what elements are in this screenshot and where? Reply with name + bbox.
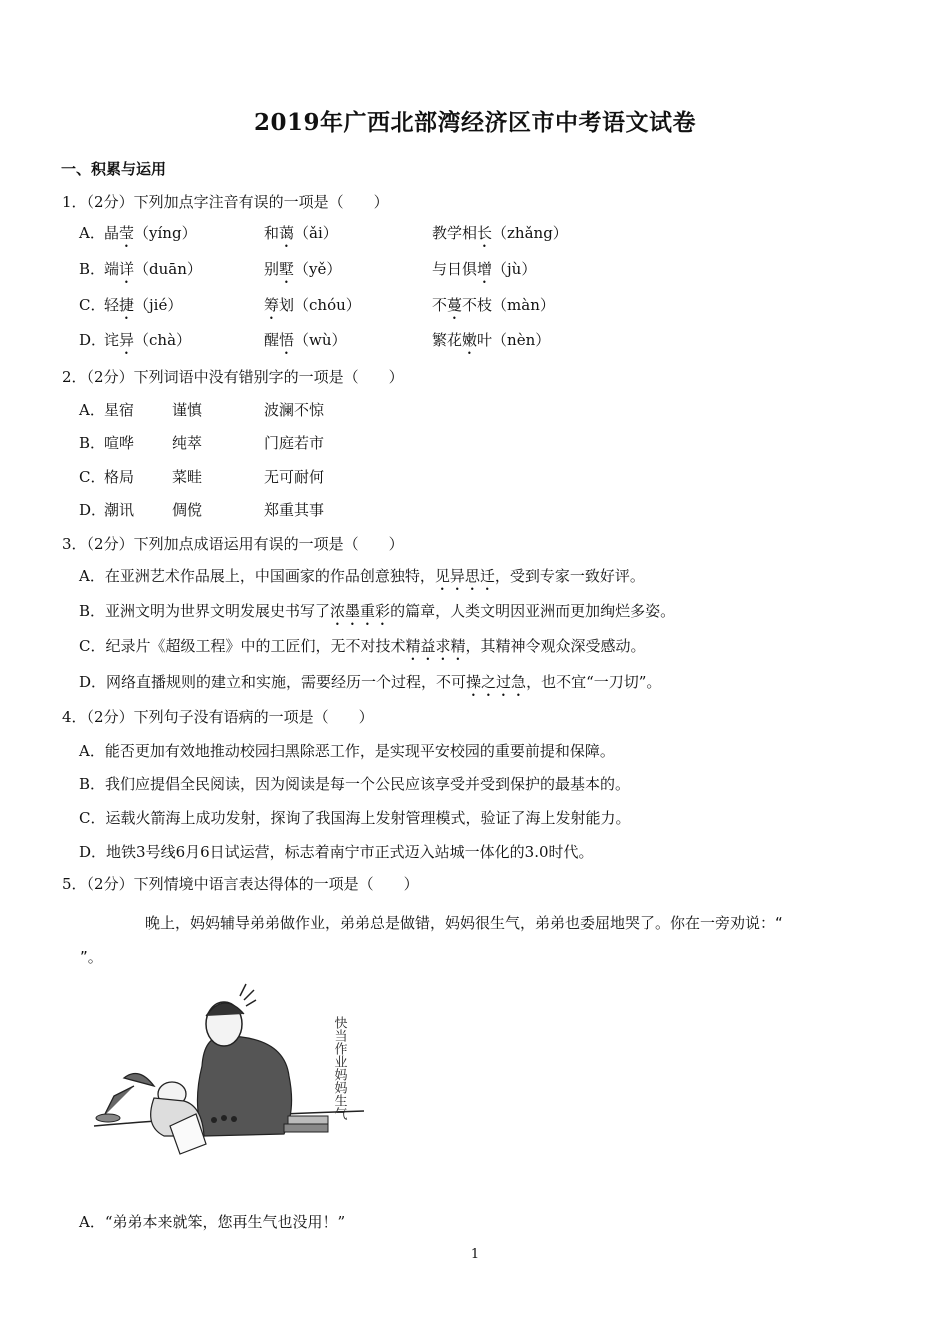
option-label: A． bbox=[79, 401, 105, 419]
question-5-scenario-end: ”。 bbox=[80, 948, 103, 966]
dotted-idiom: 精益求精 bbox=[405, 637, 466, 655]
word-suffix: （yíng） bbox=[134, 224, 197, 242]
option-label: B． bbox=[79, 434, 106, 452]
option-label: A． bbox=[79, 567, 105, 585]
section-heading: 一、积累与运用 bbox=[61, 160, 167, 178]
option-word: 格局 bbox=[104, 468, 135, 486]
option-label: C． bbox=[79, 637, 106, 655]
option-label: C． bbox=[79, 468, 106, 486]
dotted-char: 详 bbox=[119, 260, 135, 278]
word-suffix: （chà） bbox=[134, 331, 192, 349]
option-word: 星宿 bbox=[104, 401, 135, 419]
question-4-option-d[interactable] bbox=[79, 842, 594, 862]
option-word: 波澜不惊 bbox=[264, 401, 325, 419]
option-text: 在亚洲艺术作品展上，中国画家的作品创意独特， bbox=[104, 567, 435, 585]
dotted-char: 嫩 bbox=[462, 331, 478, 349]
word-prefix: 别 bbox=[264, 260, 280, 278]
option-text: 亚洲文明为世界文明发展史书写了 bbox=[105, 602, 331, 620]
word-prefix: 和 bbox=[264, 224, 280, 242]
option-label: A． bbox=[79, 1213, 105, 1231]
cartoon-illustration bbox=[84, 976, 376, 1160]
question-2-stem: 2．（2分）下列词语中没有错别字的一项是（ ） bbox=[62, 368, 404, 386]
word-prefix: 轻 bbox=[104, 296, 120, 314]
option-text: 我们应提倡全民阅读，因为阅读是每一个公民应该享受并受到保护的最基本的。 bbox=[105, 775, 631, 793]
dotted-idiom: 见异思迁 bbox=[434, 567, 495, 585]
option-text: 网络直播规则的建立和实施，需要经历一个过程，不可 bbox=[106, 673, 467, 691]
word-suffix: 不枝（màn） bbox=[462, 296, 555, 314]
option-text: 纪录片《超级工程》中的工匠们，无不对技术 bbox=[105, 637, 406, 655]
question-4-option-a[interactable] bbox=[79, 741, 615, 761]
dotted-char: 悟 bbox=[279, 331, 295, 349]
word-suffix: （wù） bbox=[294, 331, 347, 349]
dotted-char: 莹 bbox=[119, 224, 135, 242]
option-text: 地铁3号线6月6日试运营，标志着南宁市正式迈入站城一体化的3.0时代。 bbox=[106, 843, 594, 861]
word-prefix: 与日俱 bbox=[432, 260, 478, 278]
option-word bbox=[264, 295, 361, 323]
word-suffix: （jié） bbox=[134, 296, 183, 314]
option-word bbox=[432, 223, 568, 251]
option-label: D． bbox=[79, 331, 107, 349]
word-suffix: （yě） bbox=[294, 260, 342, 278]
page-number: 1 bbox=[470, 1247, 480, 1262]
option-word: 喧哗 bbox=[104, 434, 135, 452]
option-word bbox=[104, 295, 182, 323]
option-text: 运载火箭海上成功发射，探询了我国海上发射管理模式，验证了海上发射能力。 bbox=[105, 809, 631, 827]
option-word: 门庭若市 bbox=[264, 434, 325, 452]
dotted-idiom: 操之过急 bbox=[466, 673, 527, 691]
dotted-char: 蔓 bbox=[447, 296, 463, 314]
option-label: B． bbox=[79, 602, 106, 620]
option-word bbox=[104, 330, 191, 358]
word-prefix: 教学相 bbox=[432, 224, 478, 242]
option-word: 纯萃 bbox=[172, 434, 203, 452]
word-suffix: （zhǎng） bbox=[492, 224, 568, 242]
option-label: B． bbox=[79, 260, 106, 278]
question-4-option-b[interactable] bbox=[79, 774, 630, 794]
dotted-char: 墅 bbox=[279, 260, 295, 278]
word-prefix: 繁花 bbox=[432, 331, 463, 349]
option-word: 潮讯 bbox=[104, 501, 135, 519]
word-prefix: 不 bbox=[432, 296, 448, 314]
option-label: D． bbox=[79, 673, 107, 691]
option-word bbox=[432, 330, 550, 358]
word-suffix: 叶（nèn） bbox=[477, 331, 551, 349]
option-word bbox=[432, 259, 536, 287]
question-5-stem: 5．（2分）下列情境中语言表达得体的一项是（ ） bbox=[62, 875, 419, 893]
question-3-option-b[interactable] bbox=[79, 601, 675, 629]
dotted-char: 筹 bbox=[264, 296, 280, 314]
cartoon-handwriting: 快当作业妈妈生气 bbox=[331, 1016, 347, 1120]
option-word bbox=[264, 223, 338, 251]
question-5-option-a[interactable] bbox=[79, 1212, 345, 1232]
dotted-idiom: 浓墨重彩 bbox=[330, 602, 391, 620]
question-4-option-c[interactable] bbox=[79, 808, 631, 828]
option-word: 菜畦 bbox=[172, 468, 203, 486]
option-word bbox=[104, 223, 197, 251]
question-3-option-a[interactable] bbox=[79, 566, 645, 594]
option-label: B． bbox=[79, 775, 106, 793]
option-word bbox=[432, 295, 555, 323]
option-text: 的篇章，人类文明因亚洲而更加绚烂多姿。 bbox=[390, 602, 676, 620]
option-word bbox=[264, 330, 347, 358]
option-word: 谨慎 bbox=[172, 401, 203, 419]
option-label: A． bbox=[79, 224, 105, 242]
option-label: C． bbox=[79, 809, 106, 827]
dotted-char: 捷 bbox=[119, 296, 135, 314]
word-prefix: 醒 bbox=[264, 331, 280, 349]
word-suffix: 划（chóu） bbox=[279, 296, 361, 314]
option-text: ，其精神令观众深受感动。 bbox=[465, 637, 646, 655]
option-text: ，也不宜“一刀切”。 bbox=[526, 673, 662, 691]
word-suffix: （duān） bbox=[134, 260, 202, 278]
question-4-stem: 4．（2分）下列句子没有语病的一项是（ ） bbox=[62, 708, 374, 726]
dotted-char: 长 bbox=[477, 224, 493, 242]
option-text: 能否更加有效地推动校园扫黑除恶工作，是实现平安校园的重要前提和保障。 bbox=[104, 742, 615, 760]
page-title: 2019年广西北部湾经济区市中考语文试卷 bbox=[253, 109, 696, 136]
dotted-char: 增 bbox=[477, 260, 493, 278]
question-3-option-c[interactable] bbox=[79, 636, 646, 664]
option-word: 无可耐何 bbox=[264, 468, 325, 486]
option-label: A． bbox=[79, 742, 105, 760]
option-label: C． bbox=[79, 296, 106, 314]
option-label: D． bbox=[79, 501, 107, 519]
word-suffix: （ǎi） bbox=[294, 224, 338, 242]
question-1-stem: 1．（2分）下列加点字注音有误的一项是（ ） bbox=[62, 193, 389, 211]
question-3-stem: 3．（2分）下列加点成语运用有误的一项是（ ） bbox=[62, 535, 404, 553]
dotted-char: 蔼 bbox=[279, 224, 295, 242]
word-suffix: （jù） bbox=[492, 260, 537, 278]
question-5-scenario: 晚上，妈妈辅导弟弟做作业，弟弟总是做错，妈妈很生气，弟弟也委屈地哭了。你在一旁劝说：“ bbox=[145, 914, 783, 932]
word-prefix: 端 bbox=[104, 260, 120, 278]
option-word bbox=[104, 259, 202, 287]
dotted-char: 异 bbox=[119, 331, 135, 349]
word-prefix: 诧 bbox=[104, 331, 120, 349]
option-word: 郑重其事 bbox=[264, 501, 325, 519]
option-text: “弟弟本来就笨，您再生气也没用！” bbox=[104, 1213, 346, 1231]
question-3-option-d[interactable] bbox=[79, 672, 661, 700]
option-word bbox=[264, 259, 341, 287]
word-prefix: 晶 bbox=[104, 224, 120, 242]
option-text: ，受到专家一致好评。 bbox=[494, 567, 645, 585]
option-label: D． bbox=[79, 843, 107, 861]
option-word: 倜傥 bbox=[172, 501, 203, 519]
